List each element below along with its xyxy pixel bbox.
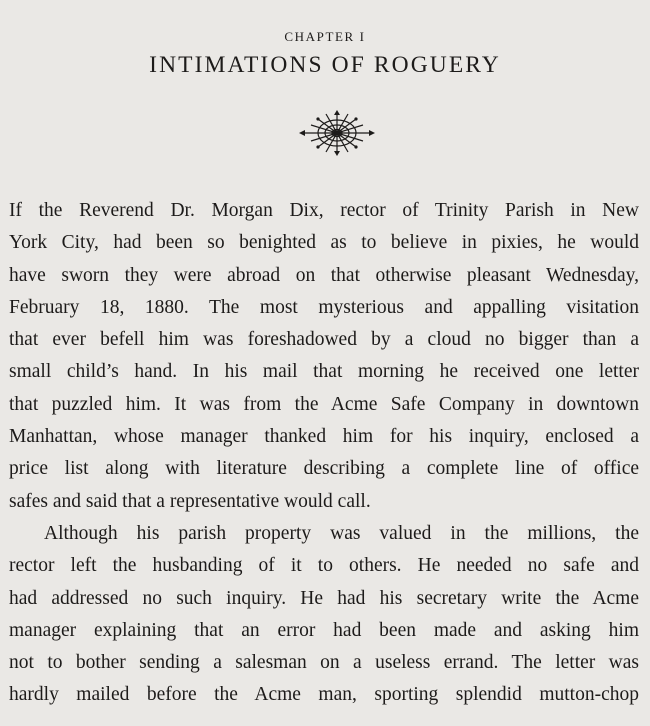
compass-rose-ornament-icon bbox=[298, 110, 376, 156]
text-line: hardly mailed before the Acme man, sporting splendid mutton-chop bbox=[9, 684, 639, 706]
body-text bbox=[9, 195, 639, 712]
text-line: not to bother sending a salesman on a useless errand. The letter was bbox=[9, 652, 639, 674]
text-line: had addressed no such inquiry. He had his secretary write the Acme bbox=[9, 587, 639, 609]
paragraph bbox=[9, 518, 639, 712]
text-line: York City, had been so benighted as to believe in pixies, he would bbox=[9, 232, 639, 254]
text-line: Although his parish property was valued in the millions, the bbox=[44, 522, 639, 544]
text-line: Manhattan, whose manager thanked him for his inquiry, enclosed a bbox=[9, 426, 639, 448]
paragraph bbox=[9, 195, 639, 518]
text-line: have sworn they were abroad on that otherwise pleasant Wednesday, bbox=[9, 264, 639, 286]
text-line: safes and said that a representative would call. bbox=[9, 490, 371, 512]
chapter-label: CHAPTER I bbox=[284, 29, 366, 44]
text-line: that puzzled him. It was from the Acme Safe Company in downtown bbox=[9, 393, 639, 415]
text-line: February 18, 1880. The most mysterious and appalling visitation bbox=[9, 296, 639, 318]
text-line: If the Reverend Dr. Morgan Dix, rector of Trinity Parish in New bbox=[9, 200, 639, 221]
text-line: rector left the husbanding of it to others. He needed no safe and bbox=[9, 555, 639, 577]
text-line: manager explaining that an error had been made and asking him bbox=[9, 619, 639, 641]
chapter-title: INTIMATIONS OF ROGUERY bbox=[149, 52, 501, 78]
text-line: that ever befell him was foreshadowed by a cloud no bigger than a bbox=[9, 329, 639, 351]
text-line: small child’s hand. In his mail that morning he received one letter bbox=[9, 361, 639, 383]
text-line: price list along with literature describing a complete line of office bbox=[9, 458, 639, 480]
